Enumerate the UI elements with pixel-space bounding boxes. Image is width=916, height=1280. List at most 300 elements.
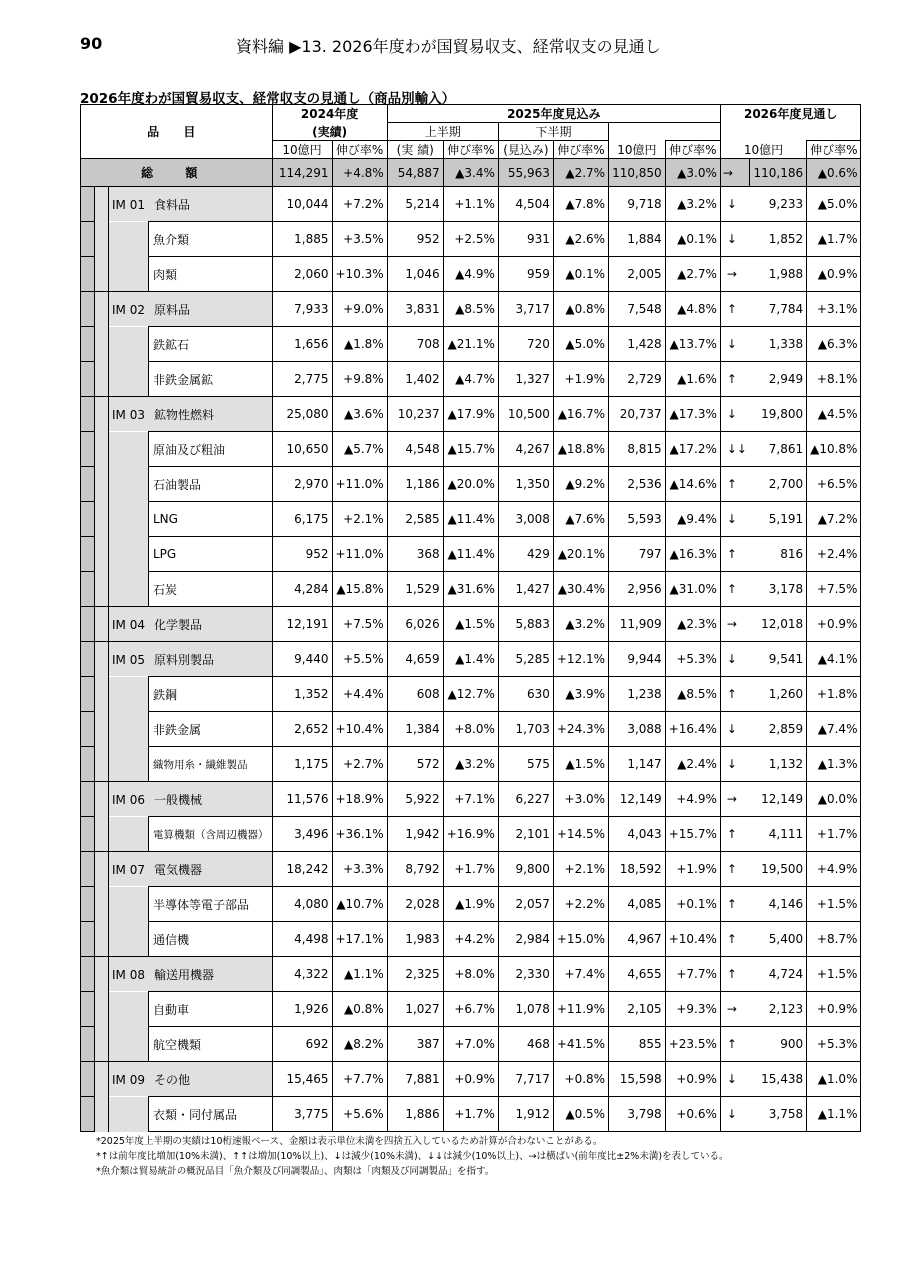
sub-item-row xyxy=(81,432,861,467)
value-cell: 5,214 xyxy=(387,187,443,222)
value-cell: 1,327 xyxy=(498,362,553,397)
value-cell: ▲7.6% xyxy=(553,502,608,537)
value-cell: 952 xyxy=(387,222,443,257)
value-cell: ▲7.4% xyxy=(807,712,861,747)
value-cell: 2,325 xyxy=(387,957,443,992)
value-cell: ▲1.6% xyxy=(665,362,720,397)
header-growth: 伸び率% xyxy=(553,141,608,159)
sub-item-name: 通信機 xyxy=(149,922,273,957)
value-cell: ▲17.9% xyxy=(443,397,498,432)
value-cell: ▲0.8% xyxy=(332,992,387,1027)
value-cell: +4.9% xyxy=(665,782,720,817)
sub-item-name: 鉄鉱石 xyxy=(149,327,273,362)
value-cell: 1,175 xyxy=(272,747,332,782)
value-cell: 10,237 xyxy=(387,397,443,432)
value-cell: ▲11.4% xyxy=(443,502,498,537)
trend-arrow: ↓ xyxy=(720,187,750,222)
category-row xyxy=(81,607,861,642)
header-fy2025: 2025年度見込み xyxy=(387,105,720,123)
value-cell: +4.9% xyxy=(807,852,861,887)
value-cell: ▲14.6% xyxy=(665,467,720,502)
category-name: 一般機械 xyxy=(154,792,203,807)
value-cell: 6,175 xyxy=(272,502,332,537)
value-cell: ▲20.1% xyxy=(553,537,608,572)
value-cell: +2.5% xyxy=(443,222,498,257)
value-cell: +5.3% xyxy=(665,642,720,677)
value-cell: ▲0.1% xyxy=(665,222,720,257)
total-value: 110,186 xyxy=(750,159,807,187)
header-growth: 伸び率% xyxy=(665,141,720,159)
value-cell: 12,018 xyxy=(750,607,807,642)
value-cell: 5,593 xyxy=(609,502,666,537)
value-cell: 15,438 xyxy=(750,1062,807,1097)
category-code: IM 06 xyxy=(112,792,145,807)
value-cell: +7.7% xyxy=(332,1062,387,1097)
header-actual: (実 績) xyxy=(387,141,443,159)
trend-arrow: ↑ xyxy=(720,1027,750,1062)
trend-arrow: ↓ xyxy=(720,502,750,537)
value-cell: 855 xyxy=(609,1027,666,1062)
header-fy2024: 2024年度 xyxy=(272,105,387,123)
value-cell: +7.0% xyxy=(443,1027,498,1062)
value-cell: 1,147 xyxy=(609,747,666,782)
value-cell: +9.3% xyxy=(665,992,720,1027)
sub-item-name: 衣類・同付属品 xyxy=(149,1097,273,1132)
value-cell: 9,233 xyxy=(750,187,807,222)
trend-arrow: → xyxy=(720,159,750,187)
value-cell: +0.9% xyxy=(807,992,861,1027)
value-cell: ▲17.2% xyxy=(665,432,720,467)
header-growth: 伸び率% xyxy=(807,141,861,159)
value-cell: 9,800 xyxy=(498,852,553,887)
value-cell: ▲15.8% xyxy=(332,572,387,607)
sub-item-row xyxy=(81,1097,861,1132)
value-cell: 1,338 xyxy=(750,327,807,362)
value-cell: +2.1% xyxy=(553,852,608,887)
category-code: IM 07 xyxy=(112,862,145,877)
category-row xyxy=(81,1062,861,1097)
value-cell: 9,718 xyxy=(609,187,666,222)
value-cell: +5.5% xyxy=(332,642,387,677)
total-value: 110,850 xyxy=(609,159,666,187)
value-cell: ▲1.3% xyxy=(807,747,861,782)
value-cell: +1.5% xyxy=(807,887,861,922)
section-title: 2026年度わが国貿易収支、経常収支の見通し（商品別輸入） xyxy=(80,91,456,107)
value-cell: ▲12.7% xyxy=(443,677,498,712)
value-cell: 2,729 xyxy=(609,362,666,397)
value-cell: +1.7% xyxy=(443,852,498,887)
sub-item-name: 航空機類 xyxy=(149,1027,273,1062)
trend-arrow: ↑ xyxy=(720,852,750,887)
value-cell: ▲8.5% xyxy=(443,292,498,327)
category-code: IM 04 xyxy=(112,617,145,632)
value-cell: 3,496 xyxy=(272,817,332,852)
value-cell: ▲4.1% xyxy=(807,642,861,677)
value-cell: 2,057 xyxy=(498,887,553,922)
header-unit: 10億円 xyxy=(720,141,806,159)
value-cell: 1,884 xyxy=(609,222,666,257)
value-cell: +6.7% xyxy=(443,992,498,1027)
value-cell: ▲0.5% xyxy=(553,1097,608,1132)
value-cell: +0.9% xyxy=(665,1062,720,1097)
value-cell: ▲16.3% xyxy=(665,537,720,572)
value-cell: ▲2.7% xyxy=(665,257,720,292)
sub-item-row xyxy=(81,1027,861,1062)
trend-arrow: ↑ xyxy=(720,467,750,502)
value-cell: ▲13.7% xyxy=(665,327,720,362)
value-cell: 2,956 xyxy=(609,572,666,607)
table-header xyxy=(81,105,861,159)
sub-item-row xyxy=(81,992,861,1027)
value-cell: 4,267 xyxy=(498,432,553,467)
value-cell: +16.9% xyxy=(443,817,498,852)
category-row xyxy=(81,852,861,887)
value-cell: ▲1.4% xyxy=(443,642,498,677)
value-cell: +24.3% xyxy=(553,712,608,747)
value-cell: 4,548 xyxy=(387,432,443,467)
category-row xyxy=(81,397,861,432)
value-cell: 1,027 xyxy=(387,992,443,1027)
value-cell: +18.9% xyxy=(332,782,387,817)
value-cell: +23.5% xyxy=(665,1027,720,1062)
value-cell: ▲3.6% xyxy=(332,397,387,432)
value-cell: ▲3.9% xyxy=(553,677,608,712)
value-cell: ▲1.1% xyxy=(807,1097,861,1132)
total-value: ▲2.7% xyxy=(553,159,608,187)
value-cell: 608 xyxy=(387,677,443,712)
header-estimate: (見込み) xyxy=(498,141,553,159)
header-unit: 10億円 xyxy=(609,141,666,159)
sub-item-name: 原油及び粗油 xyxy=(149,432,273,467)
value-cell: +12.1% xyxy=(553,642,608,677)
category-code: IM 01 xyxy=(112,197,145,212)
value-cell: 368 xyxy=(387,537,443,572)
value-cell: 3,775 xyxy=(272,1097,332,1132)
value-cell: ▲6.3% xyxy=(807,327,861,362)
value-cell: 1,703 xyxy=(498,712,553,747)
value-cell: +9.8% xyxy=(332,362,387,397)
category-name: 化学製品 xyxy=(154,617,203,632)
value-cell: 1,402 xyxy=(387,362,443,397)
category-name: その他 xyxy=(154,1072,191,1087)
value-cell: +7.7% xyxy=(665,957,720,992)
value-cell: +1.7% xyxy=(443,1097,498,1132)
header-fy2024-sub: (実績) xyxy=(272,123,387,141)
value-cell: +3.3% xyxy=(332,852,387,887)
value-cell: +8.0% xyxy=(443,712,498,747)
value-cell: +1.7% xyxy=(807,817,861,852)
value-cell: 5,191 xyxy=(750,502,807,537)
value-cell: 10,044 xyxy=(272,187,332,222)
footnote: *2025年度上半期の実績は10桁速報ベース、金額は表示単位未満を四捨五入しているため計算が合わないことがある。 xyxy=(96,1136,603,1147)
value-cell: 4,498 xyxy=(272,922,332,957)
value-cell: 19,500 xyxy=(750,852,807,887)
value-cell: ▲0.8% xyxy=(553,292,608,327)
value-cell: 2,330 xyxy=(498,957,553,992)
trend-arrow: → xyxy=(720,992,750,1027)
category-code: IM 08 xyxy=(112,967,145,982)
value-cell: +14.5% xyxy=(553,817,608,852)
value-cell: +7.2% xyxy=(332,187,387,222)
footnote: *魚介類は貿易統計の概況品目「魚介類及び同調製品」、肉類は「肉類及び同調製品」を指す。 xyxy=(96,1166,495,1177)
value-cell: 708 xyxy=(387,327,443,362)
sub-item-row xyxy=(81,222,861,257)
sub-item-name: 半導体等電子部品 xyxy=(149,887,273,922)
sub-item-row xyxy=(81,747,861,782)
value-cell: 2,970 xyxy=(272,467,332,502)
value-cell: +8.0% xyxy=(443,957,498,992)
value-cell: ▲9.2% xyxy=(553,467,608,502)
value-cell: ▲4.8% xyxy=(665,292,720,327)
value-cell: 3,758 xyxy=(750,1097,807,1132)
value-cell: 3,717 xyxy=(498,292,553,327)
value-cell: +0.8% xyxy=(553,1062,608,1097)
value-cell: 20,737 xyxy=(609,397,666,432)
trend-arrow: ↑ xyxy=(720,887,750,922)
value-cell: +7.5% xyxy=(807,572,861,607)
trend-arrow: ↓ xyxy=(720,642,750,677)
category-row xyxy=(81,782,861,817)
value-cell: +2.1% xyxy=(332,502,387,537)
page-number: 90 xyxy=(80,34,103,53)
category-row xyxy=(81,187,861,222)
value-cell: +4.2% xyxy=(443,922,498,957)
value-cell: ▲9.4% xyxy=(665,502,720,537)
value-cell: 5,922 xyxy=(387,782,443,817)
value-cell: 931 xyxy=(498,222,553,257)
category-code: IM 02 xyxy=(112,302,145,317)
sub-item-row xyxy=(81,712,861,747)
value-cell: +6.5% xyxy=(807,467,861,502)
sub-item-row xyxy=(81,922,861,957)
value-cell: ▲1.1% xyxy=(332,957,387,992)
value-cell: 429 xyxy=(498,537,553,572)
value-cell: +1.5% xyxy=(807,957,861,992)
value-cell: ▲2.6% xyxy=(553,222,608,257)
value-cell: 1,427 xyxy=(498,572,553,607)
value-cell: +11.0% xyxy=(332,467,387,502)
sub-item-row xyxy=(81,572,861,607)
total-value: ▲3.4% xyxy=(443,159,498,187)
trend-arrow: ↑ xyxy=(720,922,750,957)
table-body xyxy=(81,159,861,1132)
value-cell: 2,652 xyxy=(272,712,332,747)
value-cell: ▲8.5% xyxy=(665,677,720,712)
value-cell: 10,500 xyxy=(498,397,553,432)
value-cell: ▲8.2% xyxy=(332,1027,387,1062)
sub-item-row xyxy=(81,817,861,852)
value-cell: 2,949 xyxy=(750,362,807,397)
sub-item-row xyxy=(81,887,861,922)
value-cell: ▲16.7% xyxy=(553,397,608,432)
sub-item-row xyxy=(81,467,861,502)
value-cell: +15.7% xyxy=(665,817,720,852)
value-cell: 1,384 xyxy=(387,712,443,747)
value-cell: +10.4% xyxy=(665,922,720,957)
value-cell: ▲21.1% xyxy=(443,327,498,362)
value-cell: 4,043 xyxy=(609,817,666,852)
value-cell: ▲15.7% xyxy=(443,432,498,467)
value-cell: 15,598 xyxy=(609,1062,666,1097)
category-name: 鉱物性燃料 xyxy=(154,407,215,422)
value-cell: ▲1.9% xyxy=(443,887,498,922)
value-cell: +16.4% xyxy=(665,712,720,747)
category-code: IM 09 xyxy=(112,1072,145,1087)
trend-arrow: ↑ xyxy=(720,817,750,852)
value-cell: 2,775 xyxy=(272,362,332,397)
sub-item-name: 魚介類 xyxy=(149,222,273,257)
value-cell: 5,285 xyxy=(498,642,553,677)
value-cell: ▲1.5% xyxy=(553,747,608,782)
value-cell: 4,085 xyxy=(609,887,666,922)
value-cell: +0.1% xyxy=(665,887,720,922)
sub-item-row xyxy=(81,257,861,292)
total-row xyxy=(81,159,861,187)
value-cell: +1.9% xyxy=(553,362,608,397)
value-cell: 1,260 xyxy=(750,677,807,712)
value-cell: 1,885 xyxy=(272,222,332,257)
value-cell: ▲30.4% xyxy=(553,572,608,607)
value-cell: +8.1% xyxy=(807,362,861,397)
header-fy2026: 2026年度見通し xyxy=(720,105,861,123)
value-cell: +3.0% xyxy=(553,782,608,817)
category-name: 原料別製品 xyxy=(154,652,215,667)
total-value: +4.8% xyxy=(332,159,387,187)
category-code: IM 03 xyxy=(112,407,145,422)
value-cell: ▲31.6% xyxy=(443,572,498,607)
trend-arrow: → xyxy=(720,607,750,642)
trend-arrow: → xyxy=(720,257,750,292)
trend-arrow: ↓ xyxy=(720,712,750,747)
value-cell: ▲7.8% xyxy=(553,187,608,222)
value-cell: ▲10.8% xyxy=(807,432,861,467)
value-cell: 1,350 xyxy=(498,467,553,502)
value-cell: 15,465 xyxy=(272,1062,332,1097)
value-cell: +3.5% xyxy=(332,222,387,257)
value-cell: 900 xyxy=(750,1027,807,1062)
value-cell: 9,541 xyxy=(750,642,807,677)
value-cell: 387 xyxy=(387,1027,443,1062)
total-value: ▲3.0% xyxy=(665,159,720,187)
value-cell: 1,656 xyxy=(272,327,332,362)
value-cell: +15.0% xyxy=(553,922,608,957)
value-cell: ▲0.1% xyxy=(553,257,608,292)
value-cell: 19,800 xyxy=(750,397,807,432)
sub-item-row xyxy=(81,537,861,572)
value-cell: ▲17.3% xyxy=(665,397,720,432)
sub-item-row xyxy=(81,362,861,397)
value-cell: 7,861 xyxy=(750,432,807,467)
sub-item-name: 石油製品 xyxy=(149,467,273,502)
value-cell: +0.6% xyxy=(665,1097,720,1132)
value-cell: 3,831 xyxy=(387,292,443,327)
value-cell: 2,859 xyxy=(750,712,807,747)
value-cell: 7,548 xyxy=(609,292,666,327)
value-cell: 2,005 xyxy=(609,257,666,292)
trend-arrow: ↓ xyxy=(720,327,750,362)
sub-item-name: 肉類 xyxy=(149,257,273,292)
value-cell: +7.5% xyxy=(332,607,387,642)
value-cell: 7,881 xyxy=(387,1062,443,1097)
total-label: 総 額 xyxy=(81,159,273,187)
value-cell: +1.9% xyxy=(665,852,720,887)
total-value: ▲0.6% xyxy=(807,159,861,187)
trend-arrow: ↑ xyxy=(720,957,750,992)
value-cell: +7.4% xyxy=(553,957,608,992)
value-cell: 4,504 xyxy=(498,187,553,222)
value-cell: 7,784 xyxy=(750,292,807,327)
value-cell: 959 xyxy=(498,257,553,292)
value-cell: 4,111 xyxy=(750,817,807,852)
value-cell: 1,428 xyxy=(609,327,666,362)
category-name: 食料品 xyxy=(154,197,191,212)
trend-arrow: ↓ xyxy=(720,397,750,432)
value-cell: +41.5% xyxy=(553,1027,608,1062)
value-cell: ▲0.9% xyxy=(807,257,861,292)
value-cell: 797 xyxy=(609,537,666,572)
header-growth: 伸び率% xyxy=(443,141,498,159)
value-cell: 1,078 xyxy=(498,992,553,1027)
trend-arrow: ↑ xyxy=(720,292,750,327)
value-cell: 2,028 xyxy=(387,887,443,922)
trend-arrow: → xyxy=(720,782,750,817)
total-value: 55,963 xyxy=(498,159,553,187)
value-cell: 2,060 xyxy=(272,257,332,292)
header-second-half: 下半期 xyxy=(498,123,608,141)
value-cell: 6,026 xyxy=(387,607,443,642)
value-cell: 7,717 xyxy=(498,1062,553,1097)
value-cell: 1,238 xyxy=(609,677,666,712)
value-cell: ▲2.4% xyxy=(665,747,720,782)
value-cell: ▲2.3% xyxy=(665,607,720,642)
header-growth: 伸び率% xyxy=(332,141,387,159)
value-cell: ▲0.0% xyxy=(807,782,861,817)
value-cell: ▲3.2% xyxy=(553,607,608,642)
value-cell: 4,080 xyxy=(272,887,332,922)
value-cell: +7.1% xyxy=(443,782,498,817)
value-cell: 1,886 xyxy=(387,1097,443,1132)
value-cell: ▲20.0% xyxy=(443,467,498,502)
header-unit: 10億円 xyxy=(272,141,332,159)
value-cell: 1,942 xyxy=(387,817,443,852)
value-cell: +1.8% xyxy=(807,677,861,712)
value-cell: +11.9% xyxy=(553,992,608,1027)
trend-arrow: ↑ xyxy=(720,572,750,607)
value-cell: 1,983 xyxy=(387,922,443,957)
value-cell: 468 xyxy=(498,1027,553,1062)
value-cell: +10.4% xyxy=(332,712,387,747)
value-cell: 2,101 xyxy=(498,817,553,852)
value-cell: 25,080 xyxy=(272,397,332,432)
trend-arrow: ↑ xyxy=(720,677,750,712)
value-cell: 2,105 xyxy=(609,992,666,1027)
import-outlook-table xyxy=(80,104,861,1132)
value-cell: 11,576 xyxy=(272,782,332,817)
value-cell: +3.1% xyxy=(807,292,861,327)
value-cell: ▲11.4% xyxy=(443,537,498,572)
sub-item-name: 自動車 xyxy=(149,992,273,1027)
total-value: 54,887 xyxy=(387,159,443,187)
value-cell: ▲31.0% xyxy=(665,572,720,607)
value-cell: ▲1.7% xyxy=(807,222,861,257)
sub-item-name: 石炭 xyxy=(149,572,273,607)
value-cell: ▲5.0% xyxy=(553,327,608,362)
value-cell: 2,700 xyxy=(750,467,807,502)
value-cell: 6,227 xyxy=(498,782,553,817)
value-cell: ▲18.8% xyxy=(553,432,608,467)
category-name: 原料品 xyxy=(154,302,191,317)
category-code: IM 05 xyxy=(112,652,145,667)
